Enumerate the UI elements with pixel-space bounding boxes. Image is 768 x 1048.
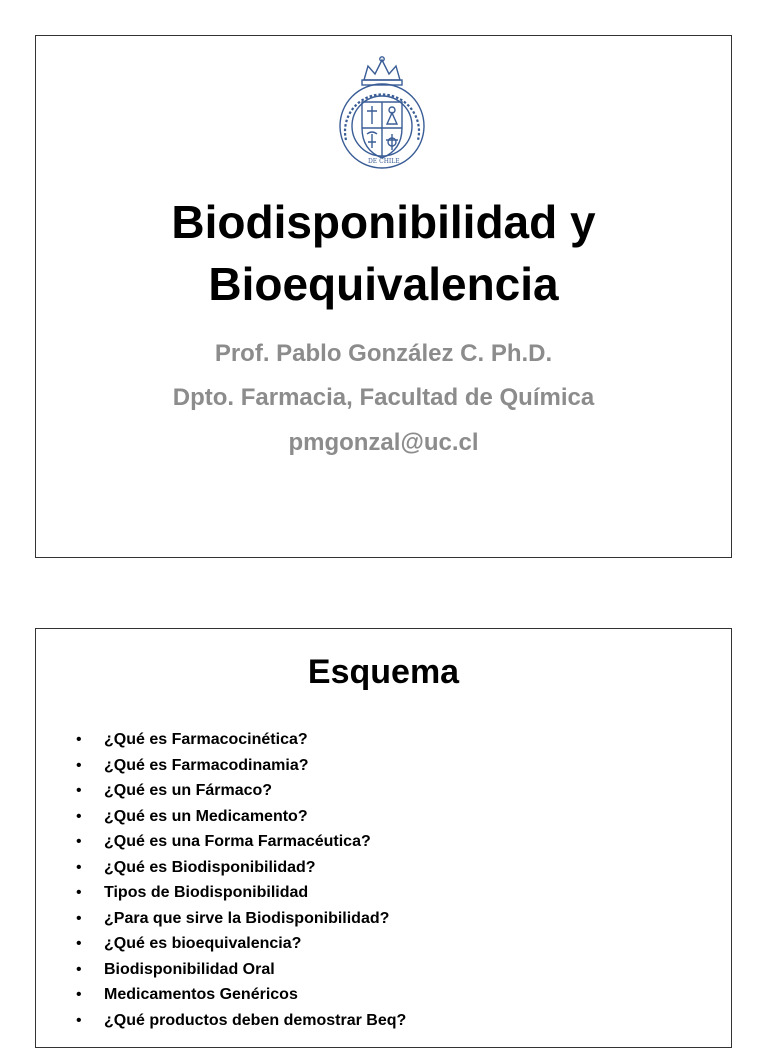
bullet-icon: • bbox=[76, 731, 82, 748]
list-item-text: ¿Para que sirve la Biodisponibilidad? bbox=[104, 909, 390, 927]
outline-slide bbox=[35, 628, 732, 1048]
list-item-text: ¿Qué es un Medicamento? bbox=[104, 807, 308, 825]
list-item bbox=[76, 880, 406, 906]
list-item-text: Medicamentos Genéricos bbox=[104, 986, 298, 1003]
list-item-text: Tipos de Biodisponibilidad bbox=[104, 884, 309, 901]
list-item-text: ¿Qué es Biodisponibilidad? bbox=[104, 858, 316, 876]
department: Dpto. Farmacia, Facultad de Química bbox=[172, 384, 595, 411]
bullet-icon: • bbox=[76, 833, 82, 850]
title-line-2: Bioequivalencia bbox=[208, 258, 559, 310]
author-name: Prof. Pablo González C. Ph.D. bbox=[214, 340, 553, 367]
email-address: pmgonzal@uc.cl bbox=[288, 429, 479, 456]
title-line-1: Biodisponibilidad y bbox=[171, 196, 596, 248]
list-item bbox=[76, 906, 406, 932]
list-item bbox=[76, 829, 406, 855]
list-item bbox=[76, 727, 406, 753]
list-item bbox=[76, 855, 406, 881]
bullet-icon: • bbox=[76, 1011, 82, 1029]
bullet-icon: • bbox=[76, 858, 82, 876]
bullet-icon: • bbox=[76, 807, 82, 825]
bullet-icon: • bbox=[76, 756, 82, 774]
list-item-text: ¿Qué productos deben demostrar Beq? bbox=[104, 1011, 407, 1029]
list-item bbox=[76, 778, 406, 804]
slide-title bbox=[36, 191, 731, 315]
list-item-text: ¿Qué es Farmacocinética? bbox=[104, 731, 308, 748]
list-item bbox=[76, 931, 406, 957]
bullet-icon: • bbox=[76, 884, 82, 901]
list-item bbox=[76, 957, 406, 983]
svg-text:DE CHILE: DE CHILE bbox=[368, 158, 400, 165]
slide-heading: Esquema bbox=[307, 653, 460, 691]
title-slide bbox=[35, 35, 732, 558]
list-item-text: ¿Qué es una Forma Farmacéutica? bbox=[104, 833, 371, 850]
list-item bbox=[76, 753, 406, 779]
list-item-text: ¿Qué es Farmacodinamia? bbox=[104, 756, 309, 774]
list-item-text: ¿Qué es un Fármaco? bbox=[104, 782, 273, 799]
bullet-list bbox=[76, 727, 406, 1033]
list-item bbox=[76, 804, 406, 830]
university-seal-icon bbox=[338, 54, 426, 172]
bullet-icon: • bbox=[76, 986, 82, 1003]
list-item bbox=[76, 1008, 406, 1034]
list-item-text: Biodisponibilidad Oral bbox=[104, 960, 275, 978]
list-item-text: ¿Qué es bioequivalencia? bbox=[104, 935, 302, 952]
bullet-icon: • bbox=[76, 935, 82, 952]
bullet-icon: • bbox=[76, 782, 82, 799]
bullet-icon: • bbox=[76, 960, 82, 978]
bullet-icon: • bbox=[76, 909, 82, 927]
list-item bbox=[76, 982, 406, 1008]
